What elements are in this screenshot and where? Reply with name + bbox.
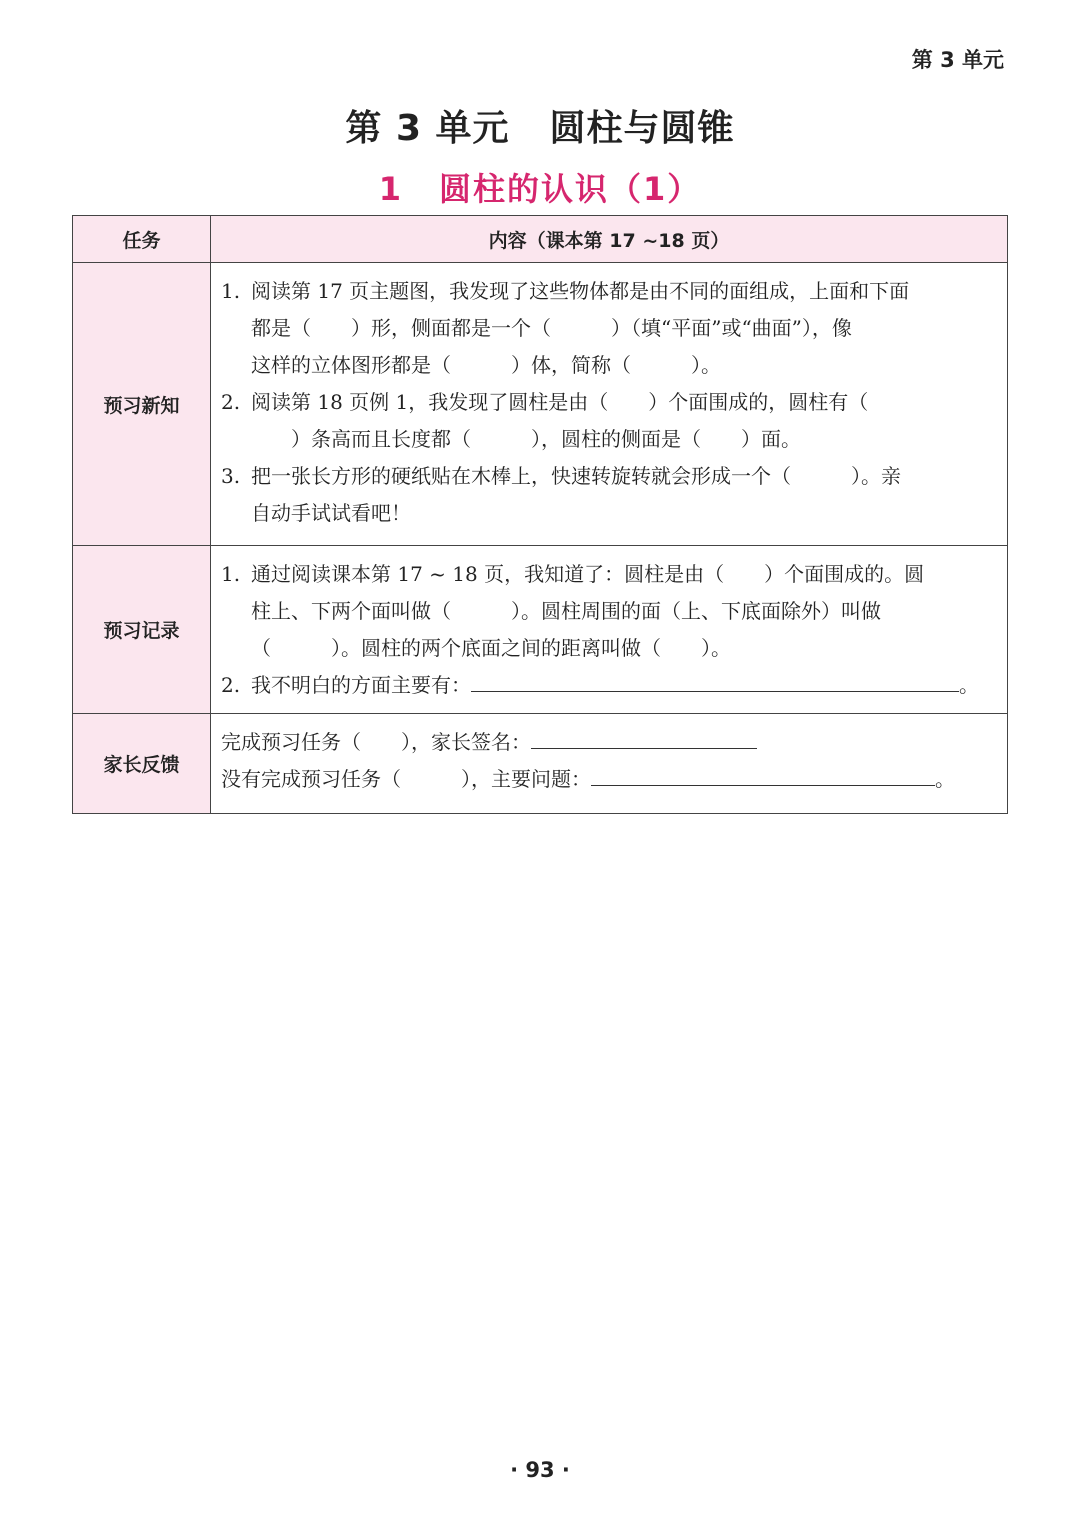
- feedback-complete-line: [221, 724, 997, 761]
- lesson-number: 1: [378, 170, 403, 208]
- question-line: 通过阅读课本第 17 ~ 18 页，我知道了：圆柱是由（ ）个面围成的。圆: [251, 562, 925, 586]
- column-header-content: 内容（课本第 17 ~18 页）: [211, 216, 1008, 263]
- question-line: ）条高而且长度都（ ），圆柱的侧面是（ ）面。: [251, 427, 801, 451]
- table-row-preview-new: [73, 263, 1008, 546]
- row-label-parent-feedback: 家长反馈: [73, 714, 211, 814]
- question-line: 我不明白的方面主要有：: [251, 673, 471, 697]
- parent-signature-field[interactable]: [531, 726, 757, 749]
- line-end-mark: 。: [959, 673, 979, 697]
- question-line: （ ）。圆柱的两个底面之间的距离叫做（ ）。: [251, 636, 731, 660]
- feedback-incomplete-line: [221, 761, 997, 798]
- question-text: [251, 273, 997, 384]
- answer-line-field[interactable]: [471, 669, 959, 692]
- question-line: 这样的立体图形都是（ ）体，简称（ ）。: [251, 353, 721, 377]
- lesson-name: 圆柱的认识（1）: [438, 170, 702, 208]
- question-text: [251, 667, 997, 704]
- question-line: 柱上、下两个面叫做（ ）。圆柱周围的面（上、下底面除外）叫做: [251, 599, 881, 623]
- page-number: · 93 ·: [510, 1458, 570, 1482]
- column-header-task: 任务: [73, 216, 211, 263]
- question-text: [251, 458, 997, 532]
- question-line: 阅读第 17 页主题图，我发现了这些物体都是由不同的面组成，上面和下面: [251, 279, 910, 303]
- lesson-title: [0, 164, 1080, 210]
- row-content-preview-record: [211, 546, 1008, 714]
- line-end-mark: 。: [935, 767, 955, 791]
- question-number: 1.: [221, 562, 241, 586]
- row-content-preview-new: [211, 263, 1008, 546]
- table-row-preview-record: [73, 546, 1008, 714]
- question-number: 1.: [221, 279, 241, 303]
- question-item: [221, 458, 997, 532]
- question-number: 3.: [221, 464, 241, 488]
- unit-number: 第 3 单元: [345, 108, 510, 149]
- unit-name: 圆柱与圆锥: [549, 108, 735, 149]
- question-text: [251, 556, 997, 667]
- row-content-parent-feedback: [211, 714, 1008, 814]
- unit-title: [0, 100, 1080, 151]
- feedback-complete-text: 完成预习任务（ ），家长签名：: [221, 730, 531, 754]
- question-item: [221, 273, 997, 384]
- question-line: 把一张长方形的硬纸贴在木棒上，快速转旋转就会形成一个（ ）。亲: [251, 464, 901, 488]
- question-item: [221, 384, 997, 458]
- row-label-preview-record: 预习记录: [73, 546, 211, 714]
- question-item: [221, 556, 997, 667]
- question-item: [221, 667, 997, 704]
- table-header-row: [73, 216, 1008, 263]
- table-row-parent-feedback: [73, 714, 1008, 814]
- question-number: 2.: [221, 673, 241, 697]
- running-header: 第 3 单元: [911, 48, 1004, 72]
- preview-task-table: [72, 215, 1008, 814]
- question-number: 2.: [221, 390, 241, 414]
- question-line: 自动手试试看吧！: [251, 501, 411, 525]
- question-text: [251, 384, 997, 458]
- row-label-preview-new: 预习新知: [73, 263, 211, 546]
- question-line: 都是（ ）形，侧面都是一个（ ）（填“平面”或“曲面”），像: [251, 316, 852, 340]
- feedback-incomplete-text: 没有完成预习任务（ ），主要问题：: [221, 767, 591, 791]
- main-problem-field[interactable]: [591, 763, 935, 786]
- question-line: 阅读第 18 页例 1，我发现了圆柱是由（ ）个面围成的，圆柱有（: [251, 390, 869, 414]
